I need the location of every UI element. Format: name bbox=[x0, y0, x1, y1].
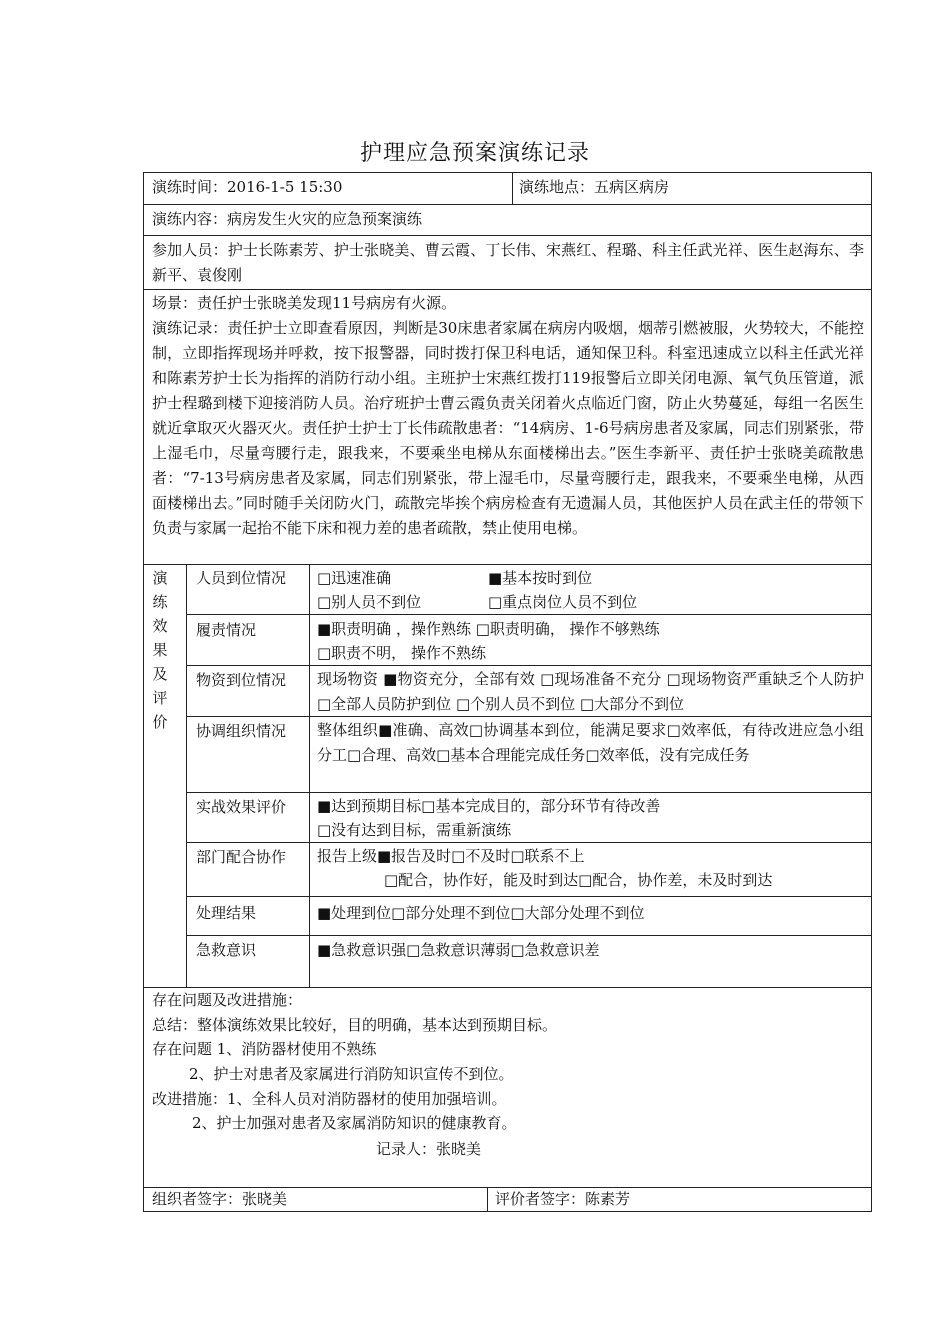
eval-option: ■基本按时到位 bbox=[488, 569, 593, 587]
row-divider bbox=[186, 716, 872, 717]
row-divider bbox=[186, 935, 872, 936]
row-divider bbox=[143, 204, 872, 205]
eval-option: □别人员不到位 bbox=[317, 593, 422, 611]
eval-item-effect: 实战效果评价 bbox=[196, 798, 287, 816]
drill-content: 演练内容：病房发生火灾的应急预案演练 bbox=[152, 210, 423, 228]
row-divider bbox=[186, 614, 872, 615]
header-divider bbox=[512, 172, 513, 204]
organizer-signature: 组织者签字：张晓美 bbox=[152, 1190, 288, 1208]
eval-item-staffing: 人员到位情况 bbox=[196, 569, 287, 587]
document-title: 护理应急预案演练记录 bbox=[359, 141, 590, 166]
participants: 参加人员：护士长陈素芳、护士张晓美、曹云霞、丁长伟、宋燕红、程璐、科主任武光祥、医生赵海东、李新平、袁俊刚 bbox=[152, 241, 864, 284]
drill-record: 演练记录：责任护士立即查看原因，判断是30床患者家属在病房内吸烟，烟蒂引燃被服，火势较大，不能控制，立即指挥现场并呼救，按下报警器，同时拨打保卫科电话，通知保卫科。科室迅速成立以科主任武光祥和陈素芳护士长为指挥的消防行动小组。主班护士宋燕红拨打119报警后立即关闭电源、氧气负压管道，派护士程璐到楼下迎接消防人员。治疗班护士曹云霞负责关闭着火点临近门窗，防止火势蔓延，每组一名医生就近拿取灭火器灭火。责任护士护士丁长伟疏散患者：“14病房、1-6号病房患者及家属，同志们别紧张，带上湿毛巾，尽量弯腰行走，跟我来，不要乘坐电梯从东面楼梯出去。”医生李新平、责任护士张晓美疏散患者：“7-13号病房患者及家属，同志们别紧张，带上湿毛巾，尽量弯腰行走，跟我来，不要乘坐电梯，从西面楼梯出去。”同时随手关闭防火门，疏散完毕挨个病房检查有无遗漏人员，其他医护人员在武主任的带领下负责与家属一起抬不能下床和视力差的患者疏散，禁止使用电梯。 bbox=[152, 319, 864, 537]
row-divider bbox=[186, 792, 872, 793]
issues-problem-1: 存在问题 1、消防器材使用不熟练 bbox=[152, 1040, 377, 1058]
evaluation-label: 演 练 效 果 及 评 价 bbox=[152, 569, 168, 731]
row-divider bbox=[186, 896, 872, 897]
row-divider bbox=[186, 665, 872, 666]
issues-heading: 存在问题及改进措施： bbox=[152, 991, 303, 1009]
eval-option: □迅速准确 bbox=[317, 569, 392, 587]
issues-problem-2: 2、护士对患者及家属进行消防知识宣传不到位。 bbox=[189, 1065, 514, 1083]
issues-summary: 总结：整体演练效果比较好，目的明确，基本达到预期目标。 bbox=[152, 1016, 558, 1034]
evaluator-signature: 评价者签字：陈素芳 bbox=[495, 1190, 631, 1208]
issues-improve-1: 改进措施：1、全科人员对消防器材的使用加强培训。 bbox=[152, 1090, 507, 1108]
row-divider bbox=[143, 564, 872, 565]
eval-item-duties: 履责情况 bbox=[196, 621, 257, 639]
eval-option: 报告上级■报告及时□不及时□联系不上 bbox=[317, 847, 585, 865]
scene-text: 场景：责任护士张晓美发现11号病房有火源。 bbox=[152, 294, 457, 312]
eval-option: 现场物资 ■物资充分，全部有效 □现场准备不充分 □现场物资严重缺乏个人防护 □全部人员防护到位 □个别人员不到位 □大部分不到位 bbox=[317, 670, 864, 713]
drill-time: 演练时间：2016-1-5 15:30 bbox=[152, 178, 343, 196]
eval-option: ■职责明确 ，操作熟练 □职责明确， 操作不够熟练 bbox=[317, 620, 660, 638]
recorder: 记录人：张晓美 bbox=[376, 1140, 482, 1158]
eval-option: 整体组织■准确、高效□协调基本到位，能满足要求□效率低，有待改进应急小组分工□合理、高效□基本合理能完成任务□效率低，没有完成任务 bbox=[317, 721, 864, 764]
eval-option: □没有达到目标，需重新演练 bbox=[317, 821, 512, 839]
row-divider bbox=[143, 235, 872, 236]
drill-place: 演练地点：五病区病房 bbox=[519, 178, 670, 196]
row-divider bbox=[186, 842, 872, 843]
eval-item-supplies: 物资到位情况 bbox=[196, 671, 287, 689]
footer-divider bbox=[487, 1187, 488, 1212]
eval-item-result: 处理结果 bbox=[196, 904, 257, 922]
eval-option: ■处理到位□部分处理不到位□大部分处理不到位 bbox=[317, 904, 645, 922]
column-divider bbox=[186, 564, 187, 987]
eval-item-coordination: 协调组织情况 bbox=[196, 722, 287, 740]
eval-option: □职责不明， 操作不熟练 bbox=[317, 644, 486, 662]
eval-option: □重点岗位人员不到位 bbox=[488, 593, 638, 611]
eval-item-firstaid: 急救意识 bbox=[196, 941, 257, 959]
eval-option: ■达到预期目标□基本完成目的，部分环节有待改善 bbox=[317, 797, 661, 815]
eval-option: ■急救意识强□急救意识薄弱□急救意识差 bbox=[317, 941, 600, 959]
column-divider bbox=[309, 564, 310, 987]
issues-improve-2: 2、护士加强对患者及家属消防知识的健康教育。 bbox=[192, 1114, 517, 1132]
row-divider bbox=[143, 289, 872, 290]
eval-option: □配合，协作好，能及时到达□配合，协作差，未及时到达 bbox=[384, 871, 773, 889]
eval-item-cooperation: 部门配合协作 bbox=[196, 848, 287, 866]
